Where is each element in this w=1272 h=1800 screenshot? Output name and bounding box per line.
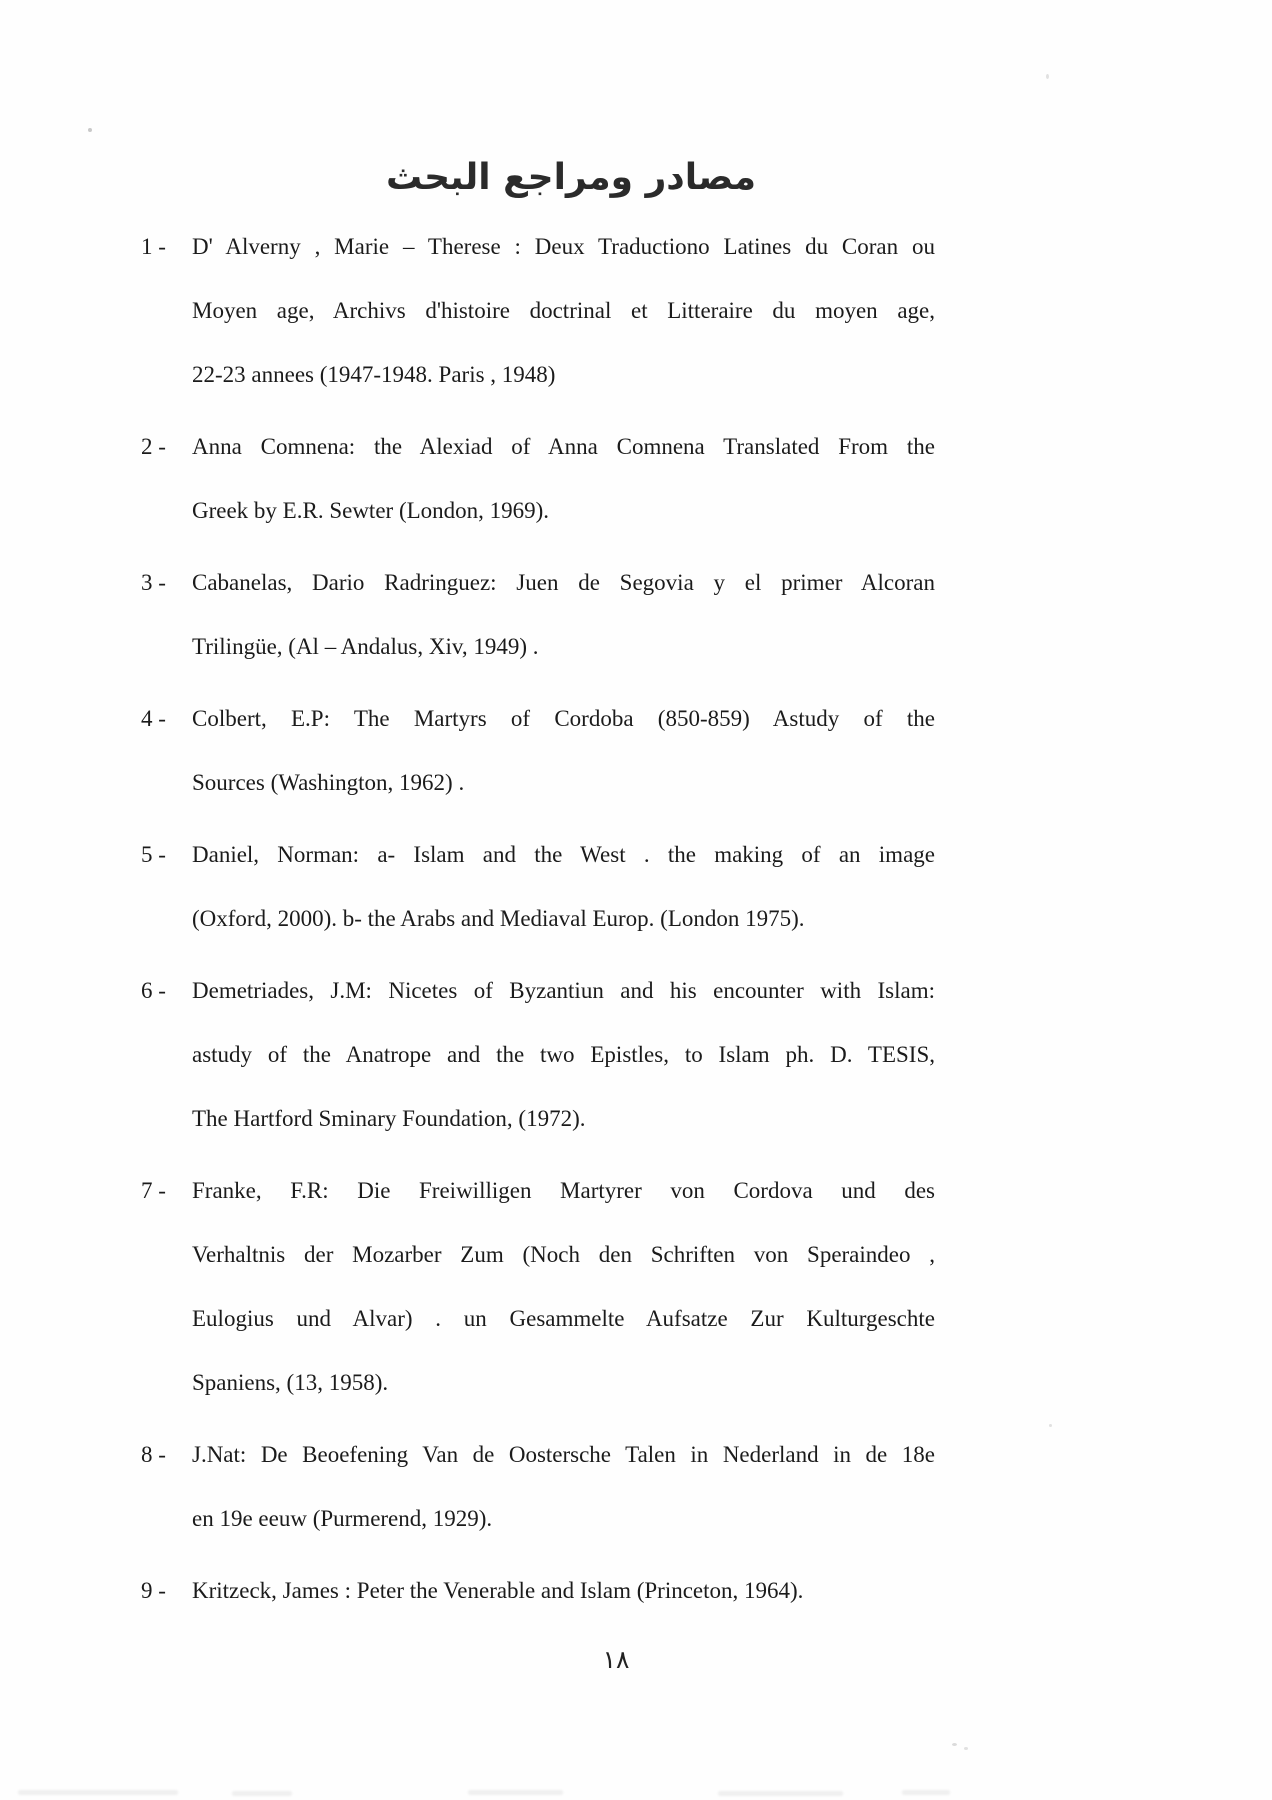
scan-smudge [232, 1791, 292, 1796]
reference-line: Anna Comnena: the Alexiad of Anna Comnena Translated From the [192, 434, 935, 459]
reference-line: Trilingüe, (Al – Andalus, Xiv, 1949) . [192, 634, 539, 659]
reference-item [141, 215, 935, 407]
reference-line: Franke, F.R: Die Freiwilligen Martyrer von Cordova und des [192, 1178, 935, 1203]
reference-line: Kritzeck, James : Peter the Venerable and Islam (Princeton, 1964). [192, 1578, 804, 1603]
reference-line: Colbert, E.P: The Martyrs of Cordoba (850-859) Astudy of the [192, 706, 935, 731]
reference-line: Daniel, Norman: a- Islam and the West . the making of an image [192, 842, 935, 867]
reference-line: astudy of the Anatrope and the two Epistles, to Islam ph. D. TESIS, [192, 1042, 935, 1067]
reference-item [141, 687, 935, 815]
reference-number: 4 - [141, 706, 166, 731]
scan-speck [964, 1747, 968, 1750]
reference-number: 7 - [141, 1178, 166, 1203]
reference-lines [192, 551, 935, 679]
reference-item [141, 1423, 935, 1551]
scan-smudge [468, 1790, 563, 1795]
reference-item [141, 1159, 935, 1415]
reference-lines [192, 1559, 935, 1623]
reference-number: 9 - [141, 1578, 166, 1603]
scan-smudge [902, 1790, 950, 1795]
scan-smudge [718, 1791, 843, 1796]
reference-line: (Oxford, 2000). b- the Arabs and Mediaval Europ. (London 1975). [192, 906, 805, 931]
reference-item [141, 823, 935, 951]
reference-number: 8 - [141, 1442, 166, 1467]
reference-item [141, 1559, 935, 1623]
reference-lines [192, 415, 935, 543]
reference-item [141, 415, 935, 543]
reference-lines [192, 823, 935, 951]
reference-item [141, 959, 935, 1151]
scan-speck [1046, 74, 1049, 79]
reference-line: Greek by E.R. Sewter (London, 1969). [192, 498, 550, 523]
reference-lines [192, 959, 935, 1151]
page-number: ١٨ [602, 1645, 630, 1674]
reference-line: Sources (Washington, 1962) . [192, 770, 465, 795]
reference-lines [192, 215, 935, 407]
page-title: مصادر ومراجع البحث [385, 157, 757, 198]
reference-number: 3 - [141, 570, 166, 595]
reference-line: J.Nat: De Beoefening Van de Oostersche Talen in Nederland in de 18e [192, 1442, 935, 1467]
reference-line: The Hartford Sminary Foundation, (1972). [192, 1106, 586, 1131]
scan-smudge [18, 1790, 178, 1795]
reference-lines [192, 687, 935, 815]
reference-line: Eulogius und Alvar) . un Gesammelte Aufsatze Zur Kulturgeschte [192, 1306, 935, 1331]
scan-speck [952, 1743, 957, 1746]
reference-item [141, 551, 935, 679]
scan-speck [1049, 1424, 1052, 1427]
reference-line: Spaniens, (13, 1958). [192, 1370, 389, 1395]
reference-line: Verhaltnis der Mozarber Zum (Noch den Schriften von Speraindeo , [192, 1242, 935, 1267]
reference-number: 1 - [141, 234, 166, 259]
page-content [141, 150, 935, 1623]
reference-line: D' Alverny , Marie – Therese : Deux Traductiono Latines du Coran ou [192, 234, 935, 259]
scan-speck [88, 128, 92, 132]
reference-line: 22-23 annees (1947-1948. Paris , 1948) [192, 362, 556, 387]
reference-lines [192, 1159, 935, 1415]
reference-lines [192, 1423, 935, 1551]
reference-line: Demetriades, J.M: Nicetes of Byzantiun and his encounter with Islam: [192, 978, 935, 1003]
reference-number: 5 - [141, 842, 166, 867]
reference-number: 2 - [141, 434, 166, 459]
references-list [141, 215, 935, 1623]
reference-number: 6 - [141, 978, 166, 1003]
reference-line: Moyen age, Archivs d'histoire doctrinal et Litteraire du moyen age, [192, 298, 935, 323]
reference-line: en 19e eeuw (Purmerend, 1929). [192, 1506, 493, 1531]
reference-line: Cabanelas, Dario Radringuez: Juen de Segovia y el primer Alcoran [192, 570, 935, 595]
